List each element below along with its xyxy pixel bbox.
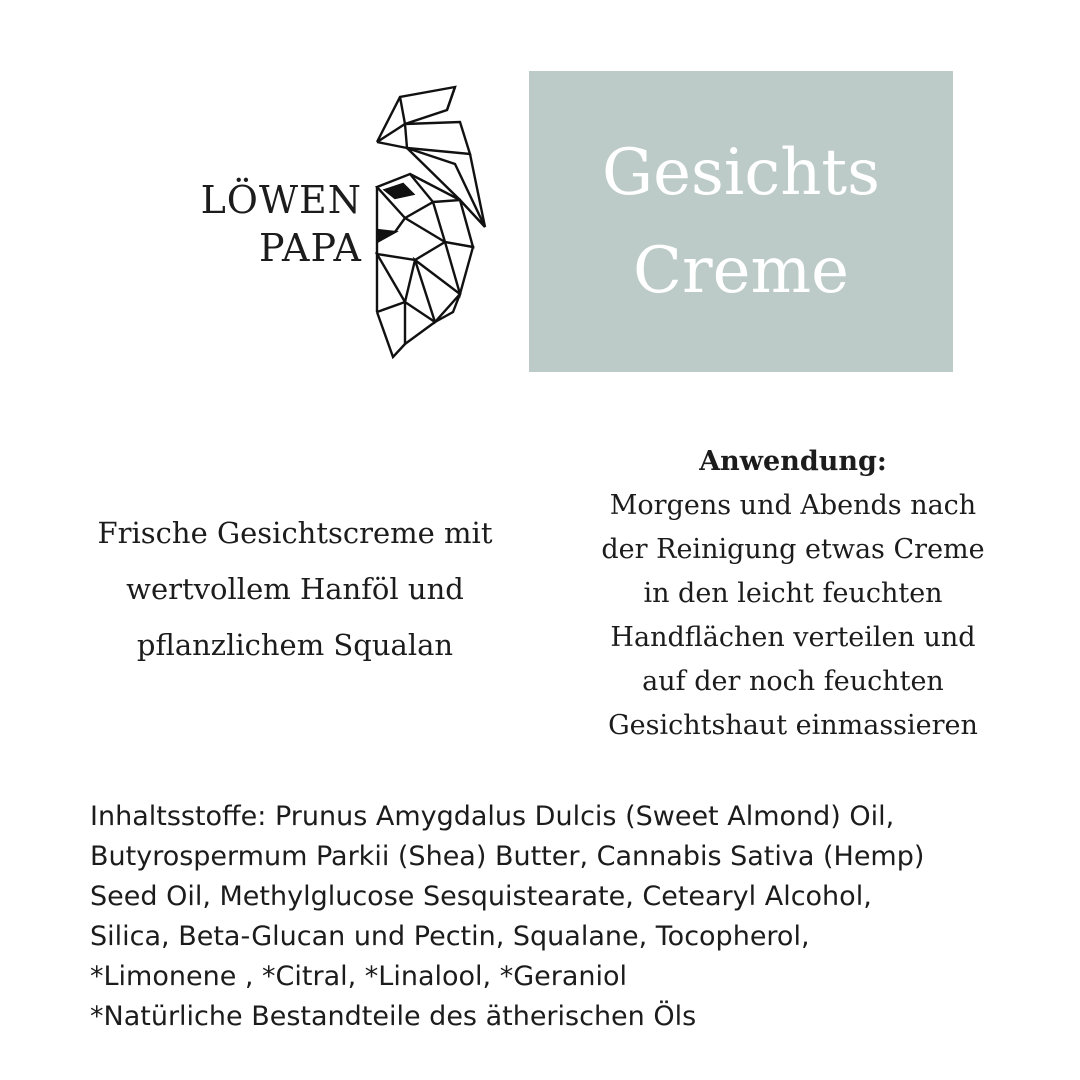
usage-line: in den leicht feuchten <box>643 578 943 609</box>
tagline-line: Frische Gesichtscreme mit <box>97 516 493 550</box>
usage-line: auf der noch feuchten <box>642 666 944 697</box>
ingredients-list <box>90 797 1050 1037</box>
product-title-box <box>529 71 953 372</box>
brand-name-line2: PAPA <box>258 226 362 270</box>
usage-heading: Anwendung: <box>699 446 887 477</box>
usage-line: Handflächen verteilen und <box>610 622 976 653</box>
ingredients-line: *Natürliche Bestandteile des ätherischen Öls <box>90 1001 697 1032</box>
product-title-line2: Creme <box>633 233 849 308</box>
usage-line: Gesichtshaut einmassieren <box>608 710 978 741</box>
tagline-line: wertvollem Hanföl und <box>126 572 464 606</box>
usage-instructions <box>560 440 1026 748</box>
brand-name-line1: LÖWEN <box>200 178 362 222</box>
brand-logo <box>195 82 495 362</box>
ingredients-line: Butyrospermum Parkii (Shea) Butter, Cannabis Sativa (Hemp) <box>90 841 925 872</box>
ingredients-line: Inhaltsstoffe: Prunus Amygdalus Dulcis (Sweet Almond) Oil, <box>90 801 895 832</box>
ingredients-line: *Limonene , *Citral, *Linalool, *Geraniol <box>90 961 628 992</box>
ingredients-line: Seed Oil, Methylglucose Sesquistearate, Cetearyl Alcohol, <box>90 881 872 912</box>
usage-line: Morgens und Abends nach <box>609 490 977 521</box>
ingredients-line: Silica, Beta-Glucan und Pectin, Squalane, Tocopherol, <box>90 921 810 952</box>
lion-head-icon <box>365 82 505 362</box>
product-title-line1: Gesichts <box>602 135 880 210</box>
product-tagline <box>62 505 528 673</box>
usage-line: der Reinigung etwas Creme <box>601 534 985 565</box>
tagline-line: pflanzlichem Squalan <box>136 628 454 662</box>
